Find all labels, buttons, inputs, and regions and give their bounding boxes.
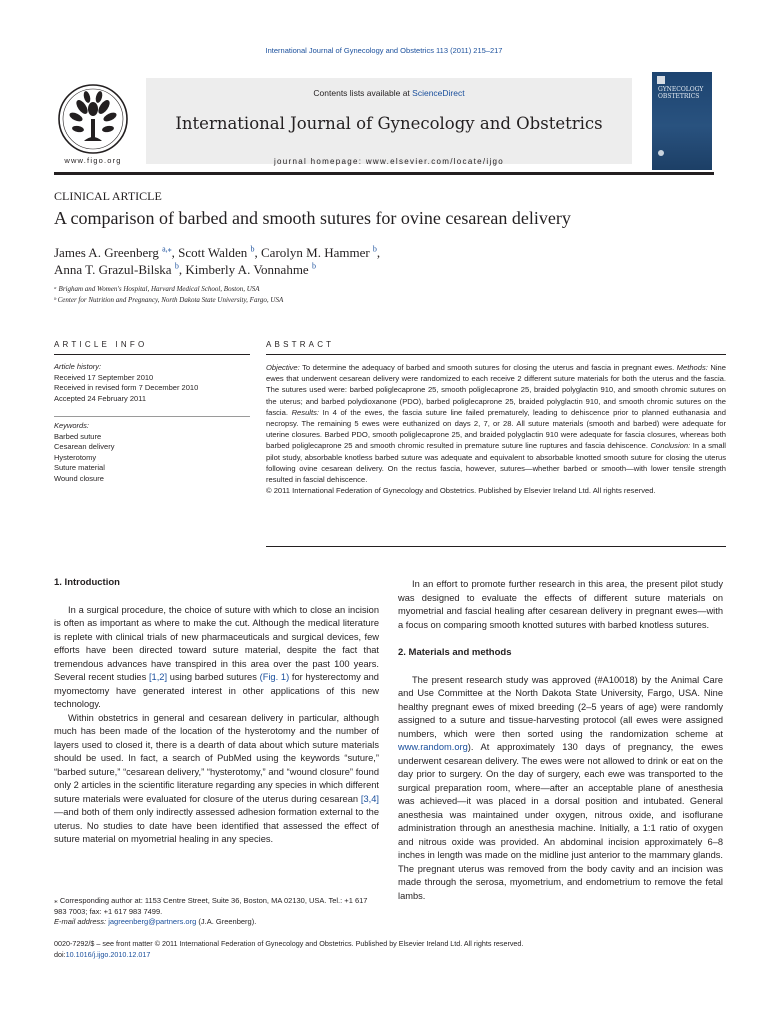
affiliation: ᵇ Center for Nutrition and Pregnancy, North Dakota State University, Fargo, USA — [54, 296, 284, 304]
author-affil-mark[interactable]: a,⁎ — [162, 244, 172, 254]
history-label: Article history: — [54, 362, 102, 371]
abstract-rule — [266, 354, 726, 355]
email-suffix: (J.A. Greenberg). — [196, 917, 257, 926]
figure-link[interactable]: (Fig. 1) — [259, 672, 290, 682]
random-org-link[interactable]: www.random.org — [398, 742, 468, 752]
paragraph-text: ). At approximately 130 days of pregnancy, the ewes underwent cesarean delivery. The ewes were not allowed to drink or eat on the day prior to surgery. On the day of surgery, each ewe was transported to the surgical preparation room, where—after an acceptable plane of anesthesia was achieved—it was placed in a dorsal position and intubated. General anesthesia was maintained under oxygen, nitrous oxide, and isoflurane administration through an anesthesia machine. Initially, a 1:1 ratio of oxygen and nitrous oxide was provided. An abdominal incision approximately 6–8 inches in length was made on the midline just anterior to the mammary glands. The pregnant uterus was removed from the body cavity and an incision was made through the serosa, myometrium, and endometrium to remove the fetal lambs. — [398, 742, 723, 901]
abstract-body — [266, 362, 726, 496]
journal-cover-thumbnail — [652, 72, 712, 170]
keyword: Wound closure — [54, 473, 104, 483]
doi-line — [54, 949, 714, 960]
keywords — [54, 421, 250, 484]
keyword: Hysterotomy — [54, 452, 97, 462]
author-affil-mark[interactable]: b — [311, 261, 316, 271]
author-name: Scott Walden — [178, 245, 248, 260]
info-divider — [54, 416, 250, 417]
history-entry: Received in revised form 7 December 2010 — [54, 383, 199, 392]
figo-url[interactable]: www.figo.org — [64, 156, 122, 165]
objective-label: Objective: — [266, 363, 300, 372]
email-label: E-mail address: — [54, 917, 109, 926]
journal-title: International Journal of Gynecology and Obstetrics — [175, 114, 603, 133]
author-name: Kimberly A. Vonnahme — [185, 262, 309, 277]
abstract-heading: ABSTRACT — [266, 340, 335, 349]
paragraph: In an effort to promote further research in this area, the present pilot study was designed to evaluate the effects of different suture materials on myometrial and fascial healing after cesarean delivery in pregnant ewes—with a focus on comparing smooth knotted sutures with barbed knotless sutures. — [398, 579, 723, 630]
methods-text: Nine ewes that underwent cesarean delivery were randomized to each receive 2 different suture materials for both the uterus and the fascia. The sutures used were: barbed poliglecaprone 25, smooth poliglecaprone 25, braided polyglactin 910, and smooth chromic sutures on the uterus; and barbed polydioxanone (PDO), barbed poliglecaprone 25, braided polyglactin 910, and smooth chromic sutures on the fascia. — [266, 363, 726, 417]
keyword: Suture material — [54, 463, 105, 472]
sciencedirect-link[interactable]: ScienceDirect — [412, 88, 465, 98]
methods-label: Methods: — [676, 363, 708, 372]
author-affil-mark[interactable]: b — [372, 244, 377, 254]
article-type: CLINICAL ARTICLE — [54, 189, 162, 203]
paragraph — [54, 712, 379, 847]
results-label: Results: — [291, 407, 320, 417]
front-matter-line: 0020-7292/$ – see front matter © 2011 International Federation of Gynecology and Obstetrics. Published by Elsevier Ireland Ltd. All rights reserved. — [54, 939, 524, 948]
doi-prefix: doi: — [54, 950, 66, 959]
article-history — [54, 362, 250, 404]
keyword: Barbed suture — [54, 431, 102, 441]
contents-line — [146, 88, 632, 98]
author-list: James A. Greenberg $^{a,⁎}$, Scott Walden $^b$, Carolyn M. Hammer $^b$, Anna T. Grazul-Bilska $^b$, Kimberly A. Vonnahme $^b$ — [54, 244, 381, 277]
history-entry: Received 17 September 2010 — [54, 372, 154, 382]
cover-emblem-icon — [658, 150, 664, 156]
reference-link[interactable]: [1,2] — [148, 672, 168, 682]
footnote-email-line — [54, 917, 379, 928]
paragraph-text: for hysterectomy and myomectomy have generated interest in other applications of this new technology. — [54, 672, 379, 709]
keywords-label: Keywords: — [54, 421, 90, 430]
paragraph-text: The present research study was approved (#A10018) by the Animal Care and Use Committee at the North Dakota State University, Fargo, USA. Nine healthy pregnant ewes of mixed breeding (2–5 years of age) were randomly assigned to a suture and tissue-harvesting protocol (all ewes were assigned numbers, which were then sorted using the randomization scheme at — [398, 674, 723, 739]
author-affil-mark[interactable]: b — [250, 244, 255, 254]
email-link[interactable]: jagreenberg@partners.org — [108, 917, 197, 926]
paragraph-text: using barbed sutures — [167, 672, 260, 682]
author-affil-mark[interactable]: b — [174, 261, 179, 271]
abstract-copyright: © 2011 International Federation of Gynecology and Obstetrics. Published by Elsevier Ireland Ltd. All rights reserved. — [266, 486, 656, 496]
author-name: Anna T. Grazul-Bilska — [54, 262, 172, 277]
contents-prefix: Contents lists available at — [313, 88, 413, 98]
page-footer — [54, 938, 714, 960]
paragraph-text: In a surgical procedure, the choice of suture with which to close an incision is often as important as where to make the cut. Although the medical literature is replete with clinical trials of new pharmaceuticals and surgical devices, few efforts have been directed toward suture material, despite the fact that tremendous advances have transpired in this area over the past 100 years. Several recent studies — [54, 604, 379, 682]
author-name: James A. Greenberg — [54, 245, 159, 260]
history-entry: Accepted 24 February 2011 — [54, 393, 147, 403]
affiliation: ᵃ Brigham and Women's Hospital, Harvard Medical School, Boston, USA — [54, 285, 260, 293]
abstract-bottom-rule — [266, 546, 726, 547]
body-column-right — [398, 578, 723, 903]
author-name: Carolyn M. Hammer — [261, 245, 370, 260]
article-title: A comparison of barbed and smooth sutures for ovine cesarean delivery — [54, 208, 571, 228]
paragraph-text: Within obstetrics in general and cesarean delivery in particular, although much has been made of the location of the hysterotomy and the number of layers used to closed it, there is a dearth of data about which suture materials should be used. In fact, a search of PubMed using the keywords “suture,” “barbed suture,” “cesarean delivery,” “hysterotomy,” and “wound closure” found only 2 articles in the scientific literature regarding any species in which different suture materials were evaluated for closure of the uterus during cesarean — [54, 712, 379, 804]
journal-citation[interactable]: International Journal of Gynecology and Obstetrics 113 (2011) 215–217 — [265, 46, 503, 55]
corresponding-author-footnote — [54, 896, 379, 928]
masthead — [54, 72, 714, 172]
article-info-heading: ARTICLE INFO — [54, 340, 148, 349]
section-heading-methods: 2. Materials and methods — [398, 647, 512, 658]
section-heading-introduction: 1. Introduction — [54, 577, 120, 588]
masthead-divider — [54, 172, 714, 175]
conclusion-text: In a small pilot study, absorbable knotless barbed suture was adequate and equivalent to absorbable knotted smooth suture for closing the uterus following ovine cesarean delivery. On the rectus fascia, however, sutures—whether barbed or smooth—with lower tensile strength resulted in fascial dehiscence. — [266, 441, 726, 485]
doi-link[interactable]: 10.1016/j.ijgo.2010.12.017 — [65, 950, 151, 959]
paragraph-text: —and both of them only indirectly assessed adhesion formation external to the uterus. No studies to date have been identified that assessed the effect of suture material on myometrial healing in any species. — [54, 807, 379, 844]
article-info-rule — [54, 354, 250, 355]
reference-link[interactable]: [3,4] — [360, 793, 379, 804]
cover-title: GYNECOLOGY OBSTETRICS — [658, 86, 704, 100]
footnote-text: ⁎ Corresponding author at: 1153 Centre Street, Suite 36, Boston, MA 02130, USA. Tel.: +1 617 983 7003; fax: +1 617 983 7499. — [54, 896, 368, 916]
results-text: In 4 of the ewes, the fascia suture line failed prematurely, leading to dehiscence prior to planned euthanasia and necropsy. The remaining 5 ewes were euthanized on days 2, 7, or 28. All suture materials (smooth and barbed) were adequate for uterine closures. Barbed PDO, smooth poliglecaprone 25, and braided polyglactin 910 were adequate for fascia closures, whereas both barbed poliglecaprone 25 and smooth chromic resulted in premature suture line ruptures and fascia dehiscence. — [266, 407, 726, 451]
paragraph — [54, 604, 379, 712]
affiliations — [54, 284, 714, 306]
paragraph — [398, 674, 723, 904]
keyword: Cesarean delivery — [54, 442, 115, 451]
objective-text: To determine the adequacy of barbed and smooth sutures for closing the uterus and fascia in pregnant ewes. — [299, 363, 677, 372]
journal-homepage[interactable]: journal homepage: www.elsevier.com/locate/ijgo — [273, 157, 505, 166]
body-column-left — [54, 576, 379, 847]
journal-banner — [146, 78, 632, 164]
figo-logo — [54, 78, 132, 166]
conclusion-label: Conclusion: — [650, 441, 691, 451]
cover-publisher-icon — [657, 76, 665, 84]
